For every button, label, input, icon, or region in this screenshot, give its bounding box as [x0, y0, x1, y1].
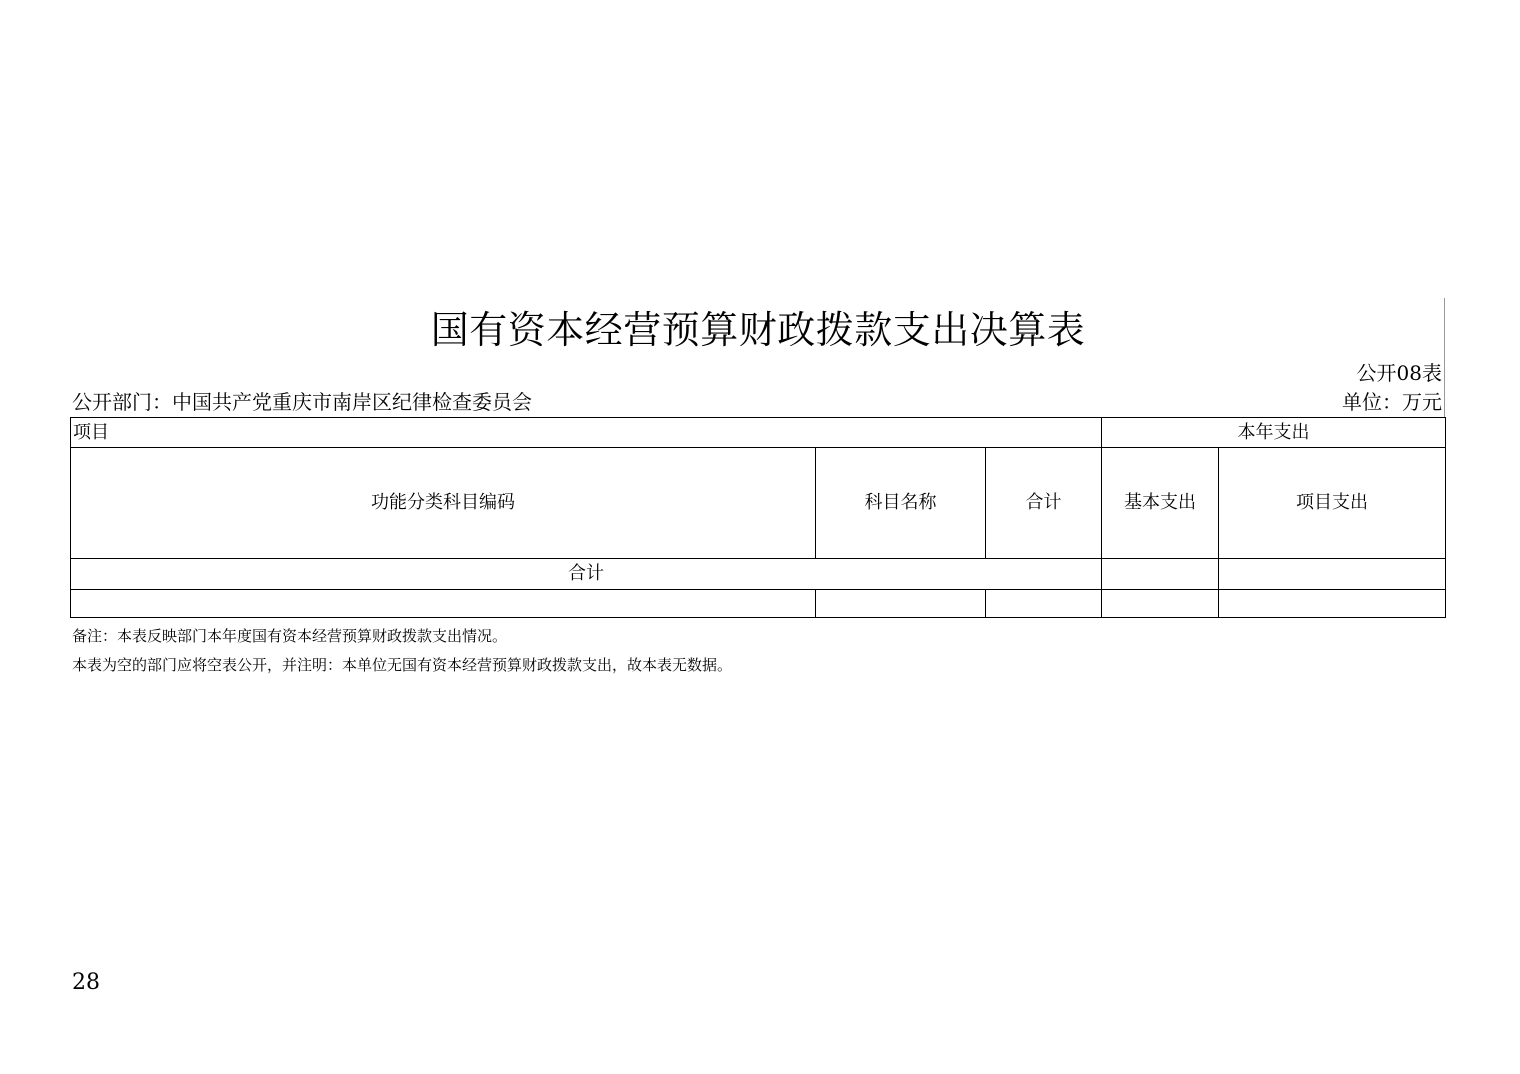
row-code-cell — [71, 590, 816, 618]
total-basic-cell — [1102, 559, 1219, 590]
expense-table — [70, 417, 1446, 618]
row-project-cell — [1219, 590, 1446, 618]
row-total-cell — [986, 590, 1102, 618]
row-name-cell — [816, 590, 986, 618]
page-title: 国有资本经营预算财政拨款支出决算表 — [430, 308, 1086, 352]
page-number: 28 — [72, 970, 100, 995]
note-line-2: 本表为空的部门应将空表公开，并注明：本单位无国有资本经营预算财政拨款支出，故本表无数据。 — [72, 656, 733, 674]
total-row — [71, 559, 1446, 590]
row-basic-cell — [1102, 590, 1219, 618]
header-name: 科目名称 — [816, 448, 986, 559]
table-id: 公开08表 — [1356, 361, 1442, 385]
header-project-expense: 项目支出 — [1219, 448, 1446, 559]
note-line-1: 备注：本表反映部门本年度国有资本经营预算财政拨款支出情况。 — [72, 627, 508, 645]
header-code: 功能分类科目编码 — [71, 448, 816, 559]
header-total: 合计 — [986, 448, 1102, 559]
total-project-cell — [1219, 559, 1446, 590]
header-current-year-expense: 本年支出 — [1102, 418, 1446, 448]
header-project: 项目 — [71, 418, 1102, 448]
header-row-2 — [71, 448, 1446, 559]
header-basic: 基本支出 — [1102, 448, 1219, 559]
department-label: 公开部门：中国共产党重庆市南岸区纪律检查委员会 — [72, 390, 532, 414]
unit-label: 单位：万元 — [1342, 390, 1442, 414]
table-row — [71, 590, 1446, 618]
total-label: 合计 — [71, 559, 1102, 590]
header-row-1 — [71, 418, 1446, 448]
